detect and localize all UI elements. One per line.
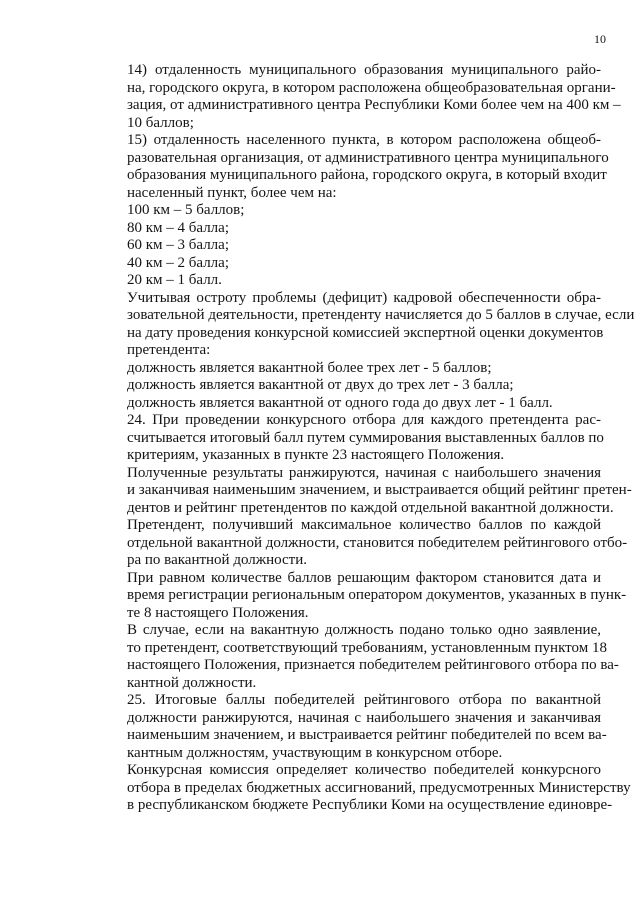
text-line: 24. При проведении конкурсного отбора для каждого претендента рас- bbox=[127, 412, 601, 428]
page-number: 10 bbox=[594, 32, 606, 46]
text-line: 10 баллов; bbox=[127, 114, 194, 131]
document-body bbox=[87, 62, 635, 815]
list-item: 60 км – 3 балла; bbox=[127, 237, 229, 253]
text-line: 15) отдаленность населенного пункта, в котором расположена общеоб- bbox=[127, 132, 601, 148]
list-item: 100 км – 5 баллов; bbox=[127, 202, 245, 218]
text-line: Учитывая остроту проблемы (дефицит) кадровой обеспеченности обра- bbox=[127, 289, 601, 306]
paragraph bbox=[87, 412, 604, 465]
text-line: те 8 настоящего Положения. bbox=[127, 604, 309, 621]
text-line: населенный пункт, более чем на: bbox=[127, 184, 337, 201]
paragraph bbox=[87, 62, 621, 132]
text-line: считывается итоговый балл путем суммирования выставленных баллов по bbox=[127, 429, 604, 446]
paragraph bbox=[87, 692, 607, 762]
text-line: критериям, указанных в пункте 23 настоящего Положения. bbox=[127, 447, 505, 463]
text-line: и заканчивая наименьшим значением, и выстраивается общий рейтинг претен- bbox=[127, 482, 632, 498]
text-line: образования муниципального района, городского округа, в который входит bbox=[127, 167, 607, 183]
text-line: Полученные результаты ранжируются, начиная с наибольшего значения bbox=[127, 464, 601, 481]
paragraph bbox=[87, 569, 627, 623]
list-item: должность является вакантной от двух до трех лет - 3 балла; bbox=[127, 377, 514, 393]
text-line: дентов и рейтинг претендентов по каждой отдельной вакантной должности. bbox=[127, 499, 614, 516]
paragraph bbox=[87, 762, 631, 815]
text-line: время регистрации региональным оператором документов, указанных в пунк- bbox=[127, 587, 627, 603]
text-line: Конкурсная комиссия определяет количество победителей конкурсного bbox=[127, 762, 601, 778]
paragraph bbox=[87, 132, 609, 202]
text-line: в республиканском бюджете Республики Коми на осуществление единовре- bbox=[127, 797, 613, 813]
text-line: настоящего Положения, признается победителем рейтингового отбора по ва- bbox=[127, 657, 619, 673]
text-line: на дату проведения конкурсной комиссией экспертной оценки документов bbox=[127, 324, 604, 341]
text-line: то претендент, соответствующий требованиям, установленным пунктом 18 bbox=[127, 639, 607, 656]
text-line: Претендент, получивший максимальное количество баллов по каждой bbox=[127, 517, 601, 533]
paragraph bbox=[87, 464, 632, 518]
paragraph bbox=[87, 289, 635, 360]
text-line: При равном количестве баллов решающим фактором становится дата и bbox=[127, 569, 601, 586]
text-line: кантным должностям, участвующим в конкурсном отборе. bbox=[127, 744, 503, 761]
text-line: кантной должности. bbox=[127, 674, 257, 691]
text-line: ра по вакантной должности. bbox=[127, 552, 308, 568]
list-item: 40 км – 2 балла; bbox=[127, 254, 229, 271]
text-line: зовательной деятельности, претенденту начисляется до 5 баллов в случае, если bbox=[127, 307, 635, 323]
text-line: зация, от административного центра Республики Коми более чем на 400 км – bbox=[127, 97, 621, 113]
text-line: 25. Итоговые баллы победителей рейтингового отбора по вакантной bbox=[127, 692, 601, 708]
paragraph bbox=[87, 622, 619, 692]
text-line: разовательная организация, от административного центра муниципального bbox=[127, 149, 609, 166]
list-item: 80 км – 4 балла; bbox=[127, 219, 229, 236]
list-item: должность является вакантной более трех лет - 5 баллов; bbox=[127, 359, 492, 376]
paragraph bbox=[87, 517, 628, 570]
text-line: отдельной вакантной должности, становится победителем рейтингового отбо- bbox=[127, 534, 628, 551]
text-line: отбора в пределах бюджетных ассигнований, предусмотренных Министерству bbox=[127, 779, 631, 796]
text-line: 14) отдаленность муниципального образования муниципального райо- bbox=[127, 62, 601, 78]
text-line: претендента: bbox=[127, 342, 211, 358]
text-line: В случае, если на вакантную должность подано только одно заявление, bbox=[127, 622, 601, 638]
text-line: должности ранжируются, начиная с наибольшего значения и заканчивая bbox=[127, 709, 601, 726]
text-line: на, городского округа, в котором расположена общеобразовательная органи- bbox=[127, 79, 616, 96]
list-item: должность является вакантной от одного года до двух лет - 1 балл. bbox=[127, 394, 553, 411]
list-item: 20 км – 1 балл. bbox=[127, 272, 222, 288]
text-line: наименьшим значением, и выстраивается рейтинг победителей по всем ва- bbox=[127, 727, 607, 743]
